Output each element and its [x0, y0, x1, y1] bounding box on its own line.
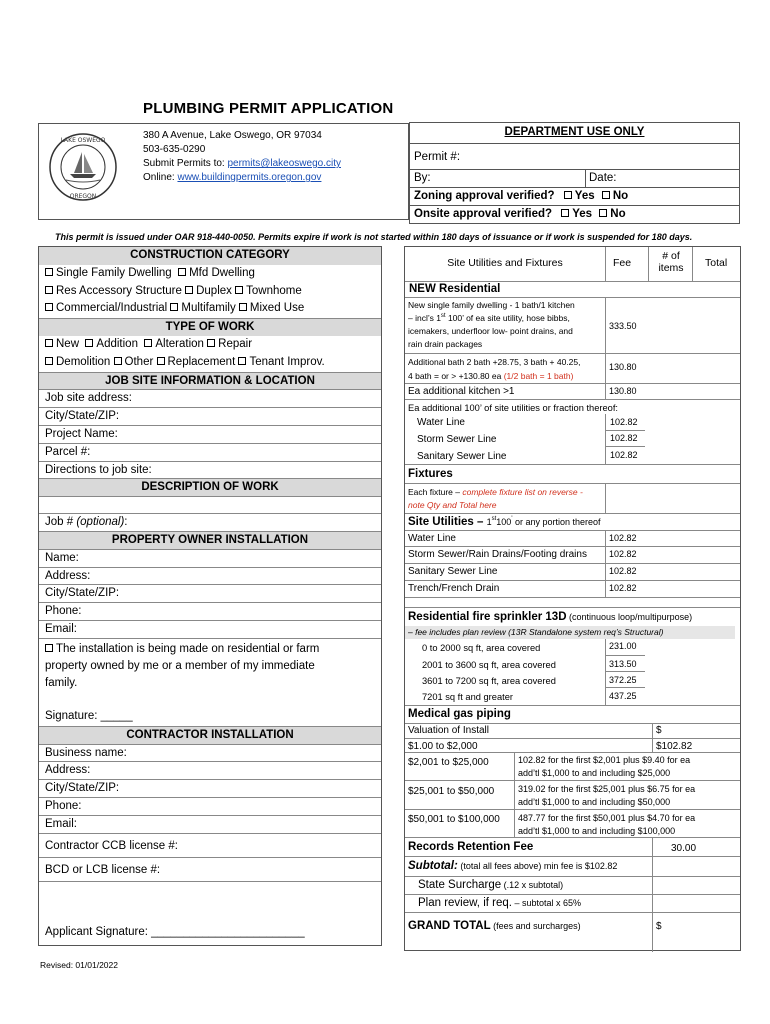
bcd-license-field[interactable]: BCD or LCB license #:: [39, 857, 381, 881]
submit-line: Submit Permits to: permits@lakeoswego.city: [143, 158, 341, 169]
other-checkbox[interactable]: [114, 357, 122, 365]
owner-statement-checkbox[interactable]: [45, 644, 53, 652]
directions-field[interactable]: Directions to job site:: [39, 461, 381, 479]
fixtures-label: Fixtures: [408, 468, 453, 480]
phone-number: 503-635-0290: [143, 144, 206, 155]
fire-tier-3-fee: 372.25: [609, 675, 637, 685]
grand-total-fee: $: [656, 921, 662, 932]
owner-city-field[interactable]: City/State/ZIP:: [39, 584, 381, 602]
revised-date: Revised: 01/01/2022: [40, 960, 118, 970]
su-storm-fee: 102.82: [609, 549, 637, 559]
alteration-checkbox[interactable]: [144, 339, 152, 347]
category-row-1: Single Family Dwelling Mfd Dwelling: [39, 265, 381, 283]
page-title: PLUMBING PERMIT APPLICATION: [143, 100, 394, 117]
valuation-fee: $: [656, 725, 662, 736]
contractor-address-field[interactable]: Address:: [39, 761, 381, 779]
water-line-fee: 102.82: [610, 417, 638, 427]
zoning-row: Zoning approval verified? Yes No: [410, 187, 739, 205]
mfd-checkbox[interactable]: [178, 268, 186, 276]
su-sanitary-label: Sanitary Sewer Line: [408, 566, 498, 577]
left-form-column: [38, 246, 382, 946]
med-tier-2-fee-2: add’tl $1,000 to and including $25,000: [518, 768, 671, 778]
job-city-field[interactable]: City/State/ZIP:: [39, 407, 381, 425]
valuation-label: Valuation of Install: [408, 725, 489, 736]
fire-sprinkler-label: Residential fire sprinkler 13D (continuous loop/multipurpose): [408, 611, 693, 623]
med-tier-1-label: $1.00 to $2,000: [408, 741, 478, 752]
additional-kitchen-fee: 130.80: [609, 386, 637, 396]
su-trench-label: Trench/French Drain: [408, 583, 500, 594]
records-retention-fee: 30.00: [671, 843, 697, 854]
date-field[interactable]: Date:: [585, 170, 617, 187]
water-line-label: Water Line: [417, 417, 465, 428]
ccb-license-field[interactable]: Contractor CCB license #:: [39, 833, 381, 857]
su-sanitary-fee: 102.82: [609, 566, 637, 576]
svg-text:OREGON: OREGON: [69, 193, 97, 200]
mixed-use-checkbox[interactable]: [239, 303, 247, 311]
onsite-row: Onsite approval verified? Yes No: [410, 205, 739, 223]
med-tier-4-fee-2: add’tl $1,000 to and including $100,000: [518, 826, 676, 836]
contractor-email-field[interactable]: Email:: [39, 815, 381, 833]
zoning-yes-checkbox[interactable]: [564, 191, 572, 199]
replacement-checkbox[interactable]: [157, 357, 165, 365]
single-family-checkbox[interactable]: [45, 268, 53, 276]
new-residential-fee: 333.50: [609, 321, 637, 331]
demolition-checkbox[interactable]: [45, 357, 53, 365]
department-use-box: [409, 122, 740, 224]
business-name-field[interactable]: Business name:: [39, 744, 381, 762]
job-number-field[interactable]: Job # (optional):: [39, 513, 381, 531]
su-water-fee: 102.82: [609, 533, 637, 543]
res-accessory-checkbox[interactable]: [45, 286, 53, 294]
permit-number-field[interactable]: Permit #:: [410, 143, 739, 169]
repair-checkbox[interactable]: [207, 339, 215, 347]
su-trench-fee: 102.82: [609, 583, 637, 593]
work-row-1: New Addition Alteration Repair: [39, 336, 381, 354]
storm-sewer-fee: 102.82: [610, 433, 638, 443]
applicant-signature-field[interactable]: Applicant Signature: ________________________: [39, 881, 381, 945]
multifamily-checkbox[interactable]: [170, 303, 178, 311]
category-row-2: Res Accessory Structure Duplex Townhome: [39, 283, 381, 301]
new-residential-desc-2: – incl’s 1st 100’ of ea site utility, hose bibbs,: [408, 313, 570, 323]
tenant-improv-checkbox[interactable]: [238, 357, 246, 365]
additional-bath-fee: 130.80: [609, 362, 637, 372]
fee-header: Fee: [613, 257, 632, 269]
total-header: Total: [705, 257, 728, 269]
med-tier-4-label: $50,001 to $100,000: [408, 814, 500, 825]
owner-header: PROPERTY OWNER INSTALLATION: [39, 531, 381, 549]
additional-bath-desc-1: Additional bath 2 bath +28.75, 3 bath + 40.25,: [408, 357, 581, 367]
fee-table: [404, 246, 741, 951]
med-tier-1-fee: $102.82: [656, 741, 693, 752]
by-field[interactable]: By:: [414, 172, 431, 184]
online-line: Online: www.buildingpermits.oregon.gov: [143, 172, 322, 183]
fire-sprinkler-note: – fee includes plan review (13R Standalone system req’s Structural): [408, 627, 664, 637]
onsite-yes-checkbox[interactable]: [561, 209, 569, 217]
description-area-1[interactable]: [39, 496, 381, 513]
storm-sewer-label: Storm Sewer Line: [417, 434, 497, 445]
townhome-checkbox[interactable]: [235, 286, 243, 294]
new-residential-desc-1: New single family dwelling - 1 bath/1 kitchen: [408, 300, 575, 310]
fire-tier-1-fee: 231.00: [609, 641, 637, 651]
site-utilities-header: Site Utilities and Fixtures: [447, 257, 563, 269]
by-date-row: [410, 169, 739, 187]
med-tier-3-fee-2: add’tl $1,000 to and including $50,000: [518, 797, 671, 807]
owner-phone-field[interactable]: Phone:: [39, 602, 381, 620]
contractor-header: CONTRACTOR INSTALLATION: [39, 726, 381, 744]
construction-category-header: CONSTRUCTION CATEGORY: [39, 247, 381, 265]
each-fixture-line-1: Each fixture – complete fixture list on reverse -: [408, 487, 583, 497]
fire-tier-4-fee: 437.25: [609, 691, 637, 701]
new-residential-desc-3: icemakers, underfloor low- point drains, and: [408, 326, 573, 336]
subtotal-label: Subtotal: (total all fees above) min fee is $102.82: [408, 860, 618, 872]
site-utilities-label: Site Utilities – 1st100' or any portion thereof: [408, 516, 601, 528]
description-header: DESCRIPTION OF WORK: [39, 478, 381, 496]
address-line: 380 A Avenue, Lake Oswego, OR 97034: [143, 130, 322, 141]
fire-tier-4-label: 7201 sq ft and greater: [422, 692, 513, 702]
su-storm-label: Storm Sewer/Rain Drains/Footing drains: [408, 549, 587, 560]
duplex-checkbox[interactable]: [185, 286, 193, 294]
med-tier-4-fee-1: 487.77 for the first $50,001 plus $4.70 for ea: [518, 813, 696, 823]
owner-email-field[interactable]: Email:: [39, 620, 381, 638]
parcel-field[interactable]: Parcel #:: [39, 443, 381, 461]
zoning-no-checkbox[interactable]: [602, 191, 610, 199]
email-link[interactable]: permits@lakeoswego.city: [227, 158, 341, 169]
addition-checkbox[interactable]: [85, 339, 93, 347]
onsite-no-checkbox[interactable]: [599, 209, 607, 217]
each-fixture-line-2: note Qty and Total here: [408, 500, 497, 510]
city-seal-icon: [48, 132, 118, 202]
owner-address-field[interactable]: Address:: [39, 567, 381, 585]
fire-tier-2-label: 2001 to 3600 sq ft, area covered: [422, 660, 556, 670]
med-tier-2-fee-1: 102.82 for the first $2,001 plus $9.40 for ea: [518, 755, 691, 765]
sanitary-sewer-label: Sanitary Sewer Line: [417, 451, 507, 462]
job-site-header: JOB SITE INFORMATION & LOCATION: [39, 372, 381, 390]
commercial-checkbox[interactable]: [45, 303, 53, 311]
fire-tier-2-fee: 313.50: [609, 659, 637, 669]
additional-bath-desc-2: 4 bath = or > +130.80 ea (1/2 bath = 1 bath): [408, 371, 574, 381]
contractor-phone-field[interactable]: Phone:: [39, 797, 381, 815]
new-checkbox[interactable]: [45, 339, 53, 347]
su-water-label: Water Line: [408, 533, 456, 544]
online-link[interactable]: www.buildingpermits.oregon.gov: [177, 172, 322, 183]
owner-name-field[interactable]: Name:: [39, 549, 381, 567]
project-name-field[interactable]: Project Name:: [39, 425, 381, 443]
owner-statement: The installation is being made on residential or farm property owned by me or a member of my immediate family.: [39, 638, 381, 708]
new-residential-label: NEW Residential: [409, 283, 501, 295]
owner-signature-field[interactable]: Signature: _____: [45, 709, 133, 722]
items-header: # of items: [658, 250, 684, 274]
contractor-city-field[interactable]: City/State/ZIP:: [39, 779, 381, 797]
med-tier-2-label: $2,001 to $25,000: [408, 757, 489, 768]
permit-notice: This permit is issued under OAR 918-440-0050. Permits expire if work is not started within 180 days of issuance or if work is suspended for 180 days.: [55, 232, 693, 242]
state-surcharge-label: State Surcharge (.12 x subtotal): [418, 879, 564, 891]
plan-review-label: Plan review, if req. – subtotal x 65%: [418, 897, 582, 909]
additional-100-label: Ea additional 100’ of site utilities or fraction thereof:: [408, 403, 618, 413]
type-of-work-header: TYPE OF WORK: [39, 318, 381, 336]
svg-text:LAKE OSWEGO: LAKE OSWEGO: [60, 137, 106, 144]
dept-header: DEPARTMENT USE ONLY: [504, 126, 645, 138]
job-site-address-field[interactable]: Job site address:: [39, 389, 381, 407]
additional-kitchen-label: Ea additional kitchen >1: [408, 386, 515, 397]
med-tier-3-fee-1: 319.02 for the first $25,001 plus $6.75 for ea: [518, 784, 696, 794]
work-row-2: Demolition Other Replacement Tenant Improv.: [39, 354, 381, 372]
new-residential-desc-4: rain drain packages: [408, 339, 483, 349]
sanitary-sewer-fee: 102.82: [610, 450, 638, 460]
fire-tier-3-label: 3601 to 7200 sq ft, area covered: [422, 676, 556, 686]
fire-tier-1-label: 0 to 2000 sq ft, area covered: [422, 643, 541, 653]
records-retention-label: Records Retention Fee: [408, 841, 534, 853]
med-tier-3-label: $25,001 to $50,000: [408, 786, 495, 797]
grand-total-label: GRAND TOTAL (fees and surcharges): [408, 920, 581, 932]
category-row-3: Commercial/Industrial Multifamily Mixed Use: [39, 300, 381, 318]
medical-gas-label: Medical gas piping: [408, 708, 511, 720]
